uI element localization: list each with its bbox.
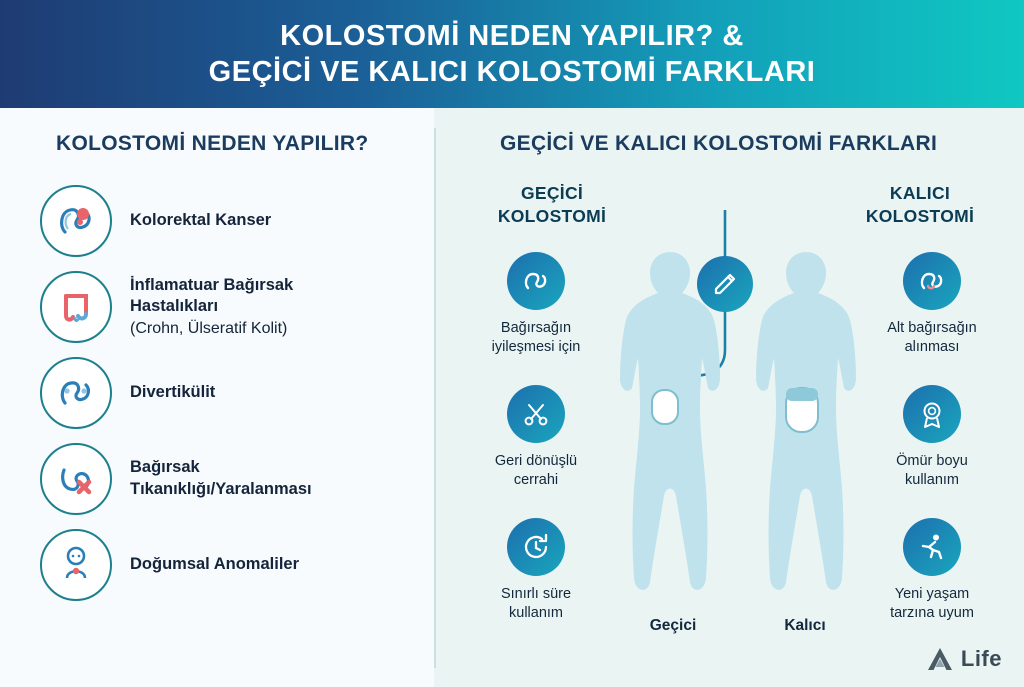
caption-line1: Sınırlı süre <box>500 586 572 602</box>
feature-caption <box>866 319 998 356</box>
temporary-body-label: Geçici <box>649 617 697 634</box>
permanent-heading-line2: KOLOSTOMİ <box>865 205 975 226</box>
temporary-body-figure <box>600 248 740 608</box>
list-item-label-main: İnflamatuar Bağırsak <box>130 275 294 294</box>
feature-caption <box>470 585 602 622</box>
a-logo-icon <box>926 645 954 673</box>
inflamed-colon-icon <box>40 271 112 343</box>
feature-permanent-2 <box>866 385 998 489</box>
clock-icon <box>507 518 565 576</box>
feature-temporary-1 <box>470 252 602 356</box>
colon-obstruction-icon <box>40 443 112 515</box>
brand-logo <box>926 645 1002 673</box>
feature-permanent-1 <box>866 252 998 356</box>
header-banner <box>0 0 1024 108</box>
temporary-heading-line2: KOLOSTOMİ <box>497 205 607 226</box>
running-person-icon <box>903 518 961 576</box>
reasons-list <box>40 184 434 614</box>
brand-name: Life <box>960 646 1002 671</box>
list-item-label-main2: Hastalıkları <box>130 297 219 316</box>
list-item-label-main: Bağırsak <box>130 458 200 477</box>
feature-permanent-3 <box>866 518 998 622</box>
list-item-label: Doğumsal Anomaliler <box>130 555 300 574</box>
permanent-column-heading <box>840 182 1000 228</box>
list-item <box>40 184 434 258</box>
caption-line1: Alt bağırsağın <box>887 320 977 336</box>
list-item-label <box>130 275 293 340</box>
caption-line2: alınması <box>904 338 960 355</box>
temporary-heading-line1: GEÇİCİ <box>520 183 584 203</box>
scissors-icon <box>507 385 565 443</box>
list-item-sublabel: (Crohn, Ülseratif Kolit) <box>130 320 288 338</box>
caption-line2: kullanım <box>509 604 563 621</box>
caption-line1: Yeni yaşam <box>894 586 970 602</box>
list-item <box>40 528 434 602</box>
list-item-label-main2: Tıkanıklığı/Yaralanması <box>130 480 312 498</box>
feature-temporary-2 <box>470 385 602 489</box>
lower-intestine-removed-icon <box>903 252 961 310</box>
list-item-label <box>130 457 312 501</box>
panel-divider <box>434 128 436 668</box>
list-item-label: Kolorektal Kanser <box>130 211 272 230</box>
caption-line1: Ömür boyu <box>896 453 968 469</box>
medal-icon <box>903 385 961 443</box>
list-item-label: Divertikülit <box>130 383 216 402</box>
caption-line2: iyileşmesi için <box>491 338 581 355</box>
header-title-line1: KOLOSTOMİ NEDEN YAPILIR? & <box>280 19 744 52</box>
caption-line2: cerrahi <box>513 471 559 488</box>
feature-caption <box>866 452 998 489</box>
left-panel-title: KOLOSTOMİ NEDEN YAPILIR? <box>56 132 369 155</box>
intestine-healing-icon <box>507 252 565 310</box>
caption-line1: Geri dönüşlü <box>494 453 578 469</box>
baby-icon <box>40 529 112 601</box>
feature-caption <box>470 319 602 356</box>
caption-line2: kullanım <box>905 471 959 488</box>
right-panel-title: GEÇİCİ VE KALICI KOLOSTOMİ FARKLARI <box>500 132 938 155</box>
header-title-line2: GEÇİCİ VE KALICI KOLOSTOMİ FARKLARI <box>208 56 816 88</box>
list-item <box>40 270 434 344</box>
feature-caption <box>866 585 998 622</box>
feature-temporary-3 <box>470 518 602 622</box>
feature-caption <box>470 452 602 489</box>
permanent-body-label: Kalıcı <box>784 617 826 634</box>
colon-tumor-icon <box>40 185 112 257</box>
permanent-body-figure <box>736 248 876 608</box>
list-item <box>40 356 434 430</box>
permanent-heading-line1: KALICI <box>889 183 951 203</box>
caption-line2: tarzına uyum <box>890 604 974 621</box>
list-item <box>40 442 434 516</box>
caption-line1: Bağırsağın <box>500 320 572 336</box>
colon-diverticulitis-icon <box>40 357 112 429</box>
